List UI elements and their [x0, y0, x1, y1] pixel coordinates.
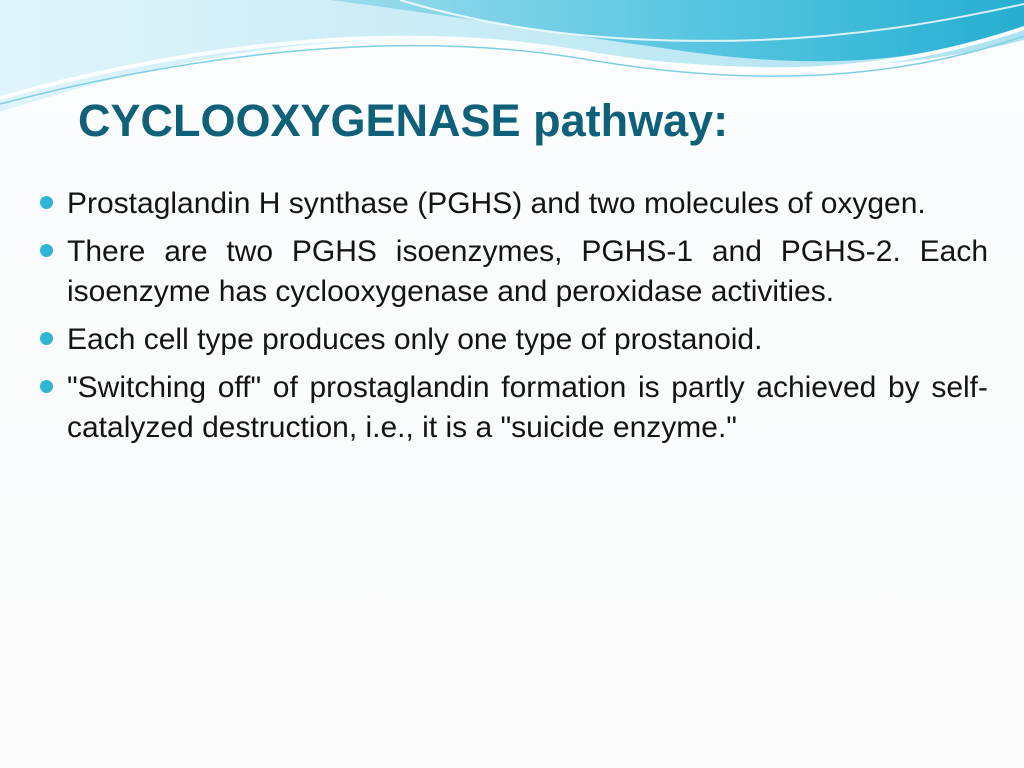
- slide-title: CYCLOOXYGENASE pathway:: [78, 95, 729, 146]
- bullet-marker-icon: [40, 332, 53, 345]
- bullet-item: [38, 184, 988, 224]
- bullet-text: There are two PGHS isoenzymes, PGHS-1 and PGHS-2. Each isoenzyme has cyclooxygenase and peroxidase activities.: [67, 235, 988, 308]
- bullet-text: "Switching off" of prostaglandin formation is partly achieved by self-catalyzed destruction, i.e., it is a "suicide enzyme.": [67, 371, 988, 444]
- bullet-item: [38, 320, 988, 360]
- bullet-item: [38, 232, 988, 312]
- bullet-list: [38, 184, 988, 456]
- bullet-item: [38, 368, 988, 448]
- bullet-text: Each cell type produces only one type of prostanoid.: [67, 323, 763, 356]
- bullet-marker-icon: [40, 380, 53, 393]
- bullet-marker-icon: [40, 244, 53, 257]
- bullet-text: Prostaglandin H synthase (PGHS) and two molecules of oxygen.: [67, 187, 926, 220]
- bullet-marker-icon: [40, 196, 53, 209]
